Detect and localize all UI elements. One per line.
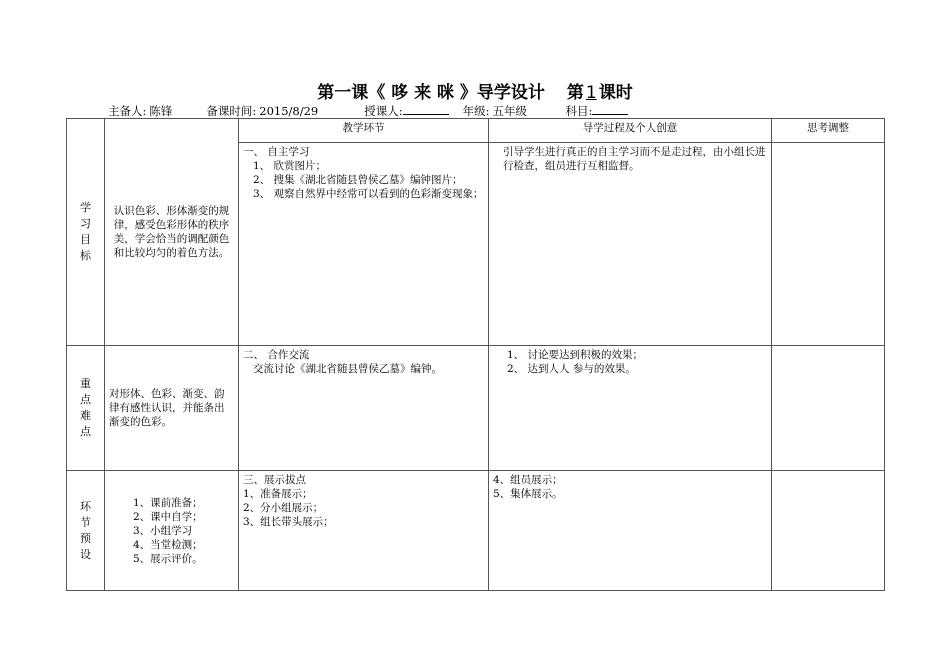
table-row: [67, 346, 885, 471]
reflection-cell-3: [772, 471, 885, 591]
preparer-value: 陈锋: [146, 105, 192, 119]
reflection-cell-1: [772, 143, 885, 346]
subject-label: 科目:: [565, 104, 593, 118]
teaching-title-3: 三、展示拔点: [243, 474, 306, 486]
teaching-title-2: 二、 合作交流: [243, 349, 310, 361]
teacher-value: [403, 114, 449, 115]
list-item: 1、准备展示；: [243, 488, 313, 500]
title-lesson-suffix: 课时: [598, 83, 633, 103]
teaching-cell-1: [239, 143, 489, 346]
date-value: 2015/8/29: [256, 105, 350, 119]
list-item: 2、 搜集《湖北省随县曾侯乙墓》编钟图片；: [253, 174, 463, 186]
goals-content: 认识色彩、形体渐变的规律，感受色彩形体的秩序美，学会恰当的调配颜色和比较均匀的着色方法。: [105, 119, 239, 346]
list-item: 3、小组学习: [133, 524, 193, 537]
grade-label: 年级:: [462, 104, 490, 118]
reflection-cell-2: [772, 346, 885, 471]
table-header-row: [67, 119, 885, 143]
header-teaching: 教学环节: [239, 119, 489, 143]
list-item: 4、组员展示；: [493, 474, 563, 486]
preparer-label: 主备人:: [108, 104, 147, 118]
list-item: 5、展示评价。: [133, 552, 203, 565]
lesson-plan-table: [66, 118, 885, 591]
teaching-cell-2: [239, 346, 489, 471]
title-main: 第一课《 哆 来 咪 》导学设计: [317, 83, 545, 103]
list-item: 2、课中自学；: [133, 510, 203, 523]
list-item: 1、 讨论要达到积极的效果；: [507, 349, 644, 361]
row-label-key-points: 重点难点: [67, 346, 105, 471]
page-title: [0, 78, 950, 103]
grade-value: 五年级: [490, 105, 552, 119]
stages-content: [105, 471, 239, 591]
header-guidance: 导学过程及个人创意: [489, 119, 772, 143]
list-item: 5、集体展示。: [493, 488, 563, 500]
teacher-label: 授课人:: [364, 104, 403, 118]
guidance-cell-2: [489, 346, 772, 471]
list-item: 引导学生进行真正的自主学习而不是走过程，由小组长进行检查，组员进行互相监督。: [503, 146, 766, 172]
key-points-content: 对形体、色彩、渐变、韵律有感性认识，并能条出渐变的色彩。: [105, 346, 239, 471]
title-lesson-prefix: 第: [566, 83, 584, 103]
header-reflection: 思考调整: [772, 119, 885, 143]
list-item: 1、课前准备；: [133, 496, 203, 509]
subject-value: [592, 114, 628, 115]
list-item: 3、 观察自然界中经常可以看到的色彩渐变现象；: [253, 188, 484, 200]
list-item: 1、 欣赏图片；: [253, 160, 327, 172]
list-item: 2、 达到人人 参与的效果。: [507, 363, 636, 375]
row-label-stages: 环节预设: [67, 471, 105, 591]
list-item: 4、当堂检测；: [133, 538, 203, 551]
row-label-goals: 学习目标: [67, 119, 105, 346]
table-row: [67, 471, 885, 591]
title-lesson-number: 1: [585, 83, 597, 103]
list-item: 交流讨论《湖北省随县曾侯乙墓》编钟。: [253, 363, 442, 375]
meta-line: [108, 103, 628, 119]
list-item: 3、组长带头展示；: [243, 516, 334, 528]
teaching-cell-3: [239, 471, 489, 591]
list-item: 2、分小组展示；: [243, 502, 324, 514]
teaching-title-1: 一、 自主学习: [243, 146, 310, 158]
guidance-cell-1: [489, 143, 772, 346]
date-label: 备课时间:: [206, 104, 257, 118]
guidance-cell-3: [489, 471, 772, 591]
